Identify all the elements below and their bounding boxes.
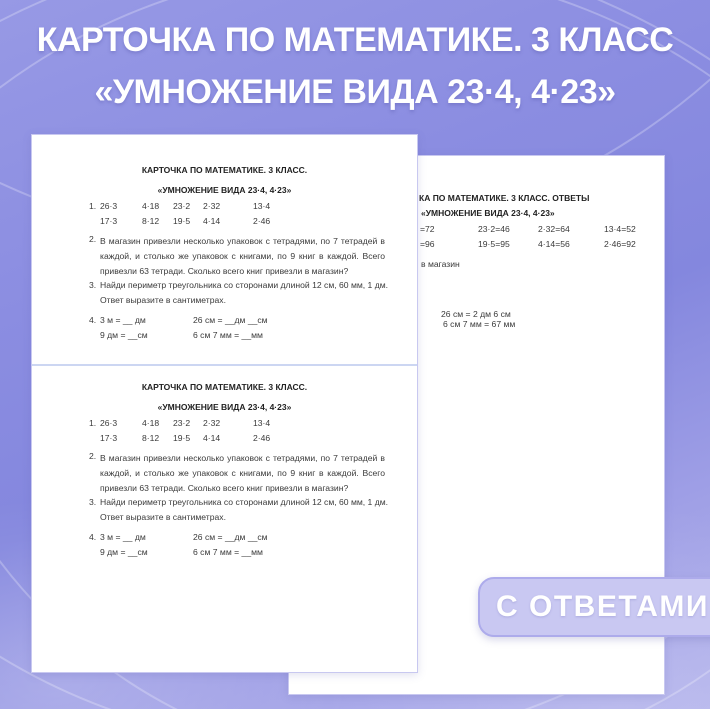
expression-cell: 26·3	[100, 201, 118, 211]
conversion-cell: 26 см = __дм __см	[193, 315, 268, 325]
task3-line1: Найди периметр треугольника со сторонами длиной 12 см, 60 мм, 1 дм.	[100, 280, 389, 290]
expression-cell: 4·18	[142, 201, 160, 211]
answer-cell: 23·2=46	[478, 224, 510, 234]
answers-title: КА ПО МАТЕМАТИКЕ. 3 КЛАСС. ОТВЕТЫ	[419, 193, 590, 203]
expression-cell: 13·4	[253, 201, 271, 211]
task3-line1: Найди периметр треугольника со сторонами длиной 12 см, 60 мм, 1 дм.	[100, 497, 389, 507]
header-title-line1: КАРТОЧКА ПО МАТЕМАТИКЕ. 3 КЛАСС	[36, 21, 674, 59]
expression-cell: 2·46	[253, 433, 271, 443]
card-subtitle: «УМНОЖЕНИЕ ВИДА 23·4, 4·23»	[157, 402, 292, 412]
task3-line2: Ответ выразите в сантиметрах.	[100, 512, 226, 522]
expression-cell: 2·32	[203, 201, 221, 211]
expression-cell: 17·3	[100, 216, 118, 226]
worksheet-card	[32, 135, 417, 352]
task2-number: 2.	[89, 234, 97, 244]
task2-text: В магазин привезли несколько упаковок с тетрадями, по 7 тетрадей в каждой, и столько же упаковок с книгами, по 9 книг в каждой. Всего привезли 63 тетради. Сколько всего книг привезли в магазин?	[100, 453, 385, 493]
answer-cell: =72	[420, 224, 435, 234]
expression-cell: 8·12	[142, 216, 160, 226]
answer-cell: 4·14=56	[538, 239, 570, 249]
expression-cell: 23·2	[173, 201, 191, 211]
header-title-line2: «УМНОЖЕНИЕ ВИДА 23·4, 4·23»	[94, 73, 616, 111]
expression-cell: 4·18	[142, 418, 160, 428]
conversion-cell: 3 м = __ дм	[100, 532, 146, 542]
expression-cell: 26·3	[100, 418, 118, 428]
expression-cell: 2·46	[253, 216, 271, 226]
answers-subtitle: «УМНОЖЕНИЕ ВИДА 23·4, 4·23»	[421, 208, 555, 218]
task2-number: 2.	[89, 451, 97, 461]
answers-badge	[478, 577, 710, 637]
card-title: КАРТОЧКА ПО МАТЕМАТИКЕ. 3 КЛАСС.	[141, 382, 308, 392]
worksheet-card	[32, 352, 417, 569]
card-subtitle: «УМНОЖЕНИЕ ВИДА 23·4, 4·23»	[157, 185, 292, 195]
task3-line2: Ответ выразите в сантиметрах.	[100, 295, 226, 305]
conversion-cell: 9 дм = __см	[100, 547, 148, 557]
task3-number: 3.	[89, 497, 97, 507]
conversion-cell: 26 см = __дм __см	[193, 532, 268, 542]
conversion-cell: 9 дм = __см	[100, 330, 148, 340]
worksheet-page	[31, 134, 418, 673]
answers-badge-label: С ОТВЕТАМИ	[496, 590, 709, 623]
expression-cell: 23·2	[173, 418, 191, 428]
answer-cell: =96	[420, 239, 435, 249]
answer-partial-line: в магазин	[421, 259, 460, 269]
expression-cell: 19·5	[173, 433, 191, 443]
conversion-cell: 6 см 7 мм = __мм	[193, 547, 263, 557]
expression-cell: 13·4	[253, 418, 271, 428]
card-title: КАРТОЧКА ПО МАТЕМАТИКЕ. 3 КЛАСС.	[141, 165, 308, 175]
expression-cell: 17·3	[100, 433, 118, 443]
conversion-cell: 3 м = __ дм	[100, 315, 146, 325]
answer4-line2: 6 см 7 мм = 67 мм	[443, 319, 516, 329]
conversion-cell: 6 см 7 мм = __мм	[193, 330, 263, 340]
expression-cell: 8·12	[142, 433, 160, 443]
answer-cell: 13·4=52	[604, 224, 636, 234]
answer-cell: 19·5=95	[478, 239, 510, 249]
task1-number: 1.	[89, 201, 97, 211]
task1-number: 1.	[89, 418, 97, 428]
answer-cell: 2·46=92	[604, 239, 636, 249]
task4-number: 4.	[89, 315, 97, 325]
answer-cell: 2·32=64	[538, 224, 570, 234]
expression-cell: 4·14	[203, 216, 221, 226]
expression-cell: 4·14	[203, 433, 221, 443]
task3-number: 3.	[89, 280, 97, 290]
expression-cell: 2·32	[203, 418, 221, 428]
expression-cell: 19·5	[173, 216, 191, 226]
task2-text: В магазин привезли несколько упаковок с тетрадями, по 7 тетрадей в каждой, и столько же упаковок с книгами, по 9 книг в каждой. Всего привезли 63 тетради. Сколько всего книг привезли в магазин?	[100, 236, 385, 276]
task4-number: 4.	[89, 532, 97, 542]
answer4-line1: 26 см = 2 дм 6 см	[441, 309, 511, 319]
